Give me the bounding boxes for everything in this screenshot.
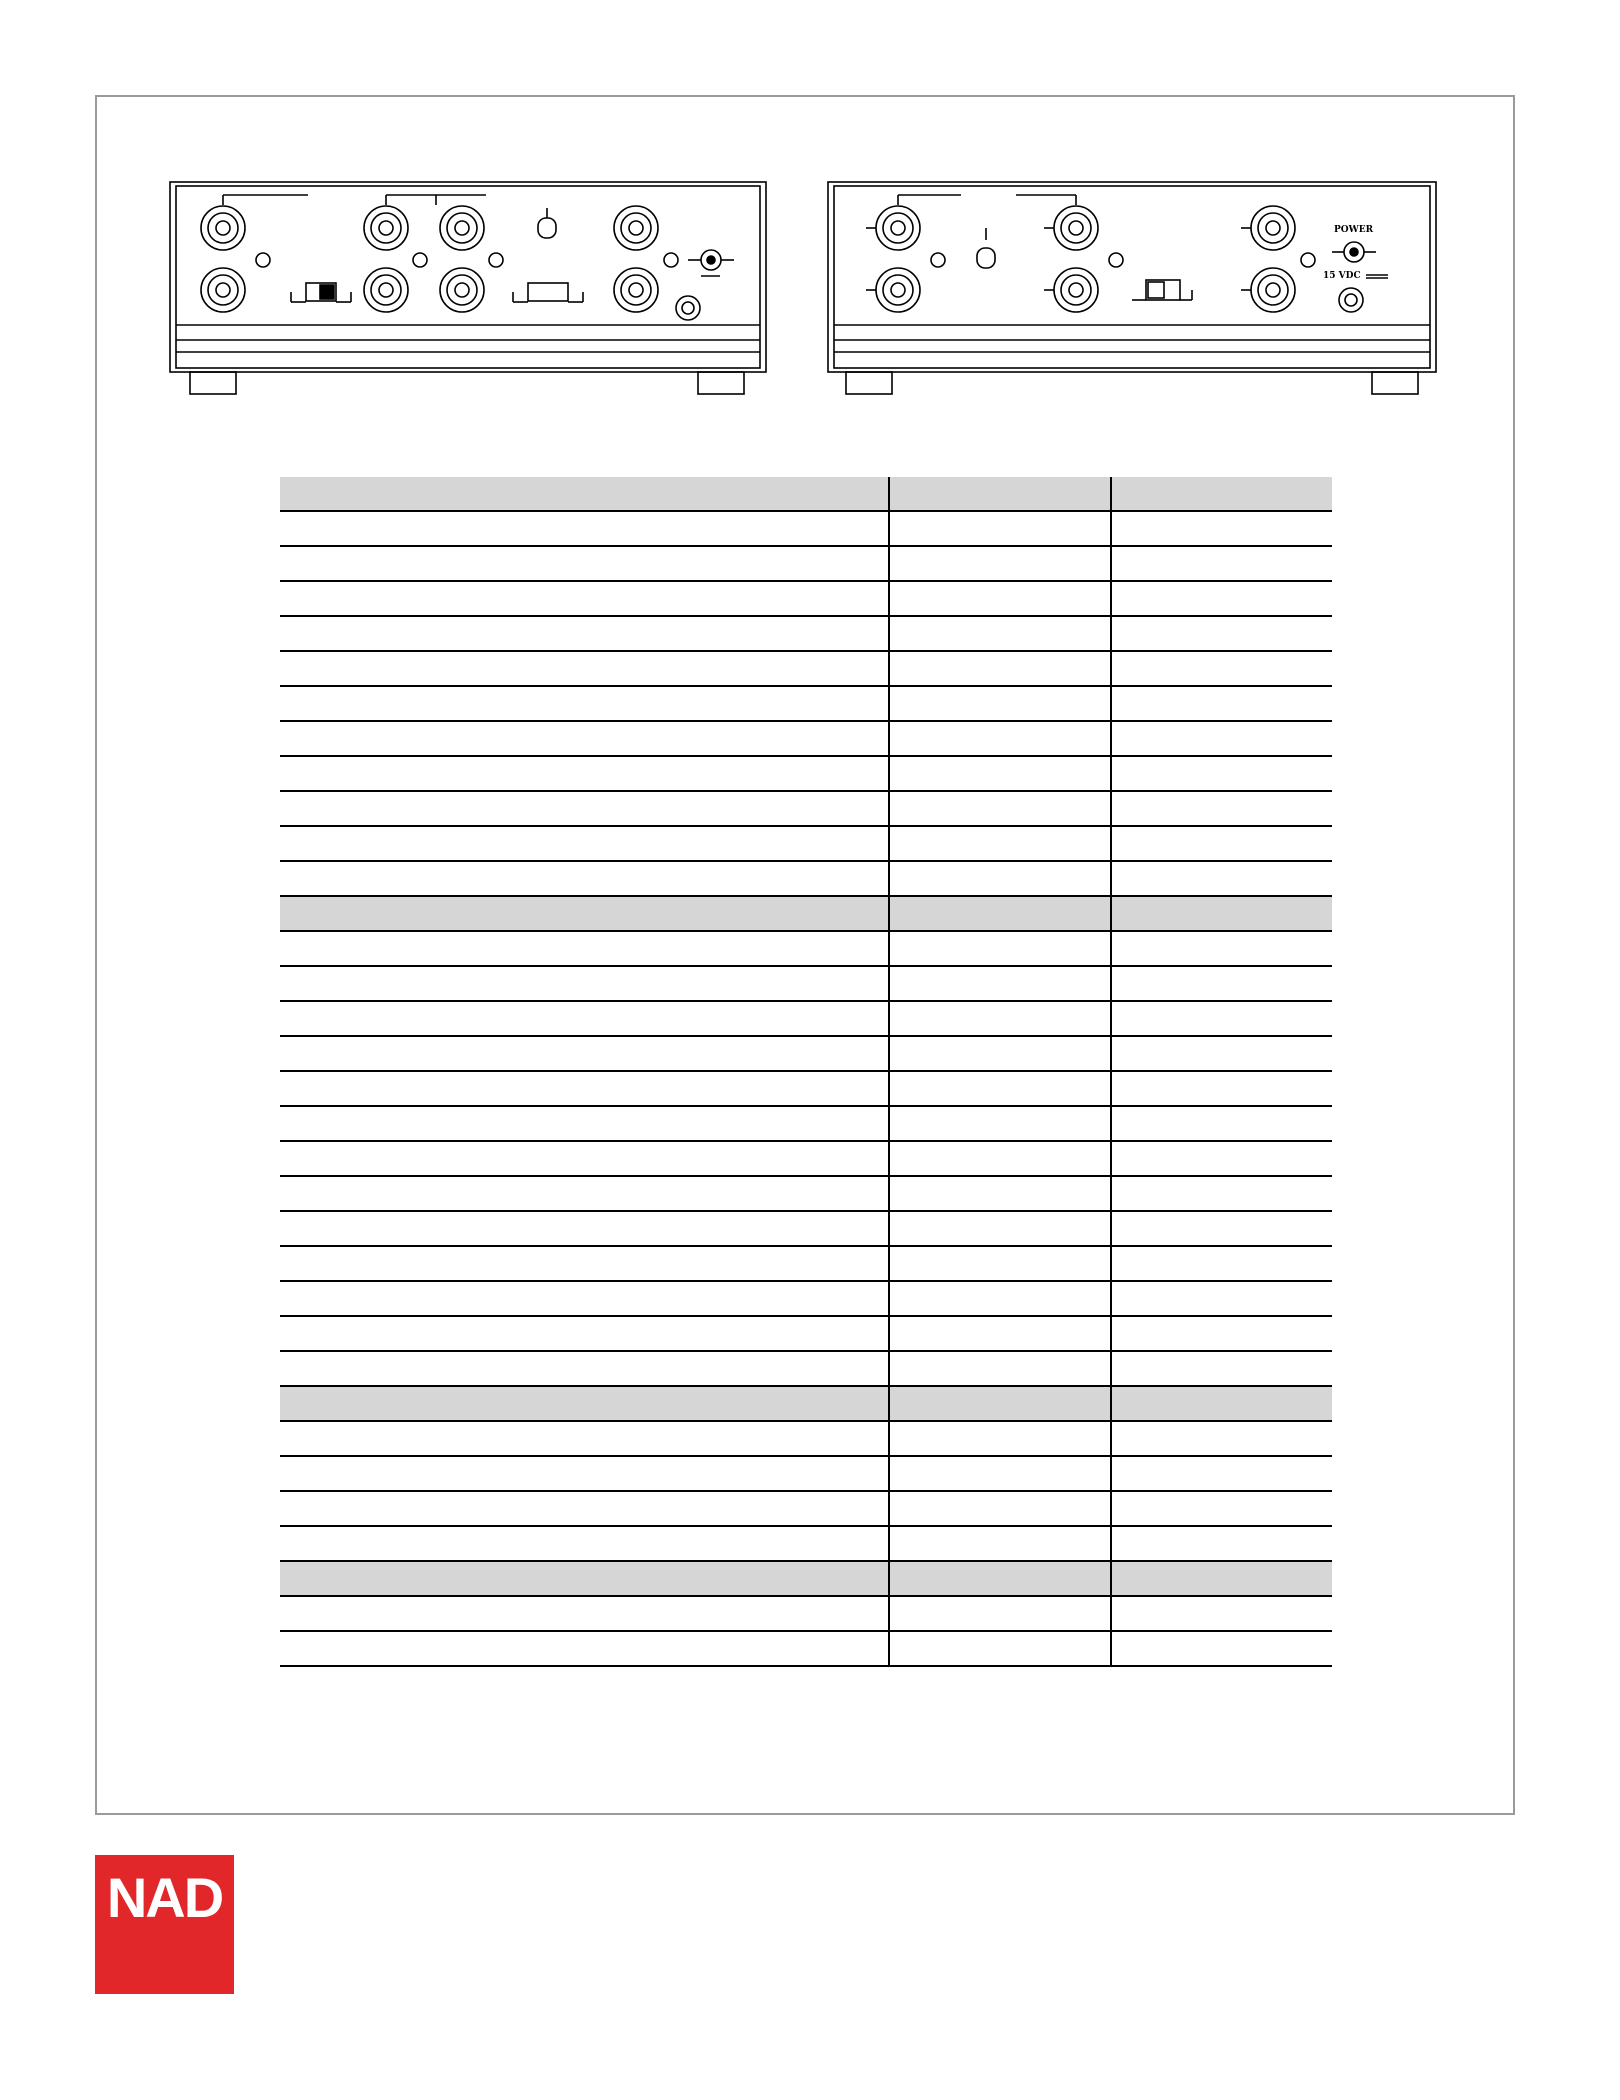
table-cell: [280, 1316, 889, 1351]
table-cell: [1111, 721, 1332, 756]
table-cell: [889, 1421, 1111, 1456]
table-row: [280, 1001, 1332, 1036]
table-cell: [280, 756, 889, 791]
table-cell: [889, 966, 1111, 1001]
table-cell: [889, 1491, 1111, 1526]
table-row: [280, 686, 1332, 721]
table-cell: [889, 1071, 1111, 1106]
table-cell: [280, 686, 889, 721]
table-cell: [1111, 581, 1332, 616]
table-cell: [1111, 1596, 1332, 1631]
table-cell: [280, 1456, 889, 1491]
table-cell: [280, 1421, 889, 1456]
table-row: [280, 1246, 1332, 1281]
table-cell: [1111, 1106, 1332, 1141]
table-cell: [280, 1246, 889, 1281]
table-cell: [1111, 1176, 1332, 1211]
table-cell: [1111, 546, 1332, 581]
table-cell: [889, 1596, 1111, 1631]
table-cell: [280, 721, 889, 756]
table-row: [280, 1526, 1332, 1561]
table-cell: [1111, 511, 1332, 546]
table-cell: [889, 477, 1111, 511]
table-row: [280, 826, 1332, 861]
table-cell: [889, 826, 1111, 861]
table-row: [280, 966, 1332, 1001]
table-row: [280, 1071, 1332, 1106]
voltage-label: 15 VDC: [1323, 271, 1361, 281]
table-cell: [889, 791, 1111, 826]
table-cell: [889, 861, 1111, 896]
table-cell: [889, 1631, 1111, 1666]
table-cell: [1111, 1526, 1332, 1561]
table-cell: [1111, 1316, 1332, 1351]
table-cell: [889, 686, 1111, 721]
nad-logo: [95, 1855, 234, 1994]
table-cell: [889, 1456, 1111, 1491]
table-cell: [1111, 826, 1332, 861]
table-row: [280, 1456, 1332, 1491]
table-row: [280, 1281, 1332, 1316]
table-cell: [889, 1561, 1111, 1596]
table-cell: [280, 477, 889, 511]
table-cell: [280, 1001, 889, 1036]
table-row: [280, 1351, 1332, 1386]
table-row: [280, 1211, 1332, 1246]
table-row: [280, 1106, 1332, 1141]
table-row: [280, 651, 1332, 686]
table-cell: [280, 1071, 889, 1106]
table-cell: [280, 1141, 889, 1176]
table-cell: [1111, 1561, 1332, 1596]
table-cell: [1111, 477, 1332, 511]
table-cell: [280, 1106, 889, 1141]
table-cell: [889, 1281, 1111, 1316]
table-cell: [1111, 931, 1332, 966]
table-row: [280, 721, 1332, 756]
table-row: [280, 756, 1332, 791]
table-cell: [889, 756, 1111, 791]
table-cell: [280, 546, 889, 581]
table-cell: [1111, 1491, 1332, 1526]
specifications-table: [280, 477, 1332, 1667]
table-row: [280, 1141, 1332, 1176]
table-cell: [280, 1211, 889, 1246]
table-cell: [1111, 1351, 1332, 1386]
table-cell: [1111, 616, 1332, 651]
rear-panel-right-illustration: [826, 180, 1438, 400]
table-cell: [280, 1176, 889, 1211]
table-cell: [280, 966, 889, 1001]
table-cell: [280, 616, 889, 651]
table-section-header: [280, 1386, 1332, 1421]
table-row: [280, 861, 1332, 896]
table-cell: [889, 1386, 1111, 1421]
table-cell: [889, 1036, 1111, 1071]
logo-text: NAD: [106, 1866, 223, 1929]
table-cell: [280, 651, 889, 686]
table-cell: [1111, 861, 1332, 896]
table-cell: [280, 1631, 889, 1666]
table-row: [280, 1421, 1332, 1456]
table-cell: [889, 1001, 1111, 1036]
specifications-table-body: [280, 477, 1332, 1666]
table-cell: [280, 1491, 889, 1526]
table-row: [280, 931, 1332, 966]
table-cell: [889, 896, 1111, 931]
table-cell: [280, 1561, 889, 1596]
table-cell: [889, 1211, 1111, 1246]
table-cell: [889, 1526, 1111, 1561]
table-cell: [1111, 896, 1332, 931]
table-row: [280, 1316, 1332, 1351]
table-cell: [280, 511, 889, 546]
table-cell: [1111, 1386, 1332, 1421]
table-row: [280, 581, 1332, 616]
table-cell: [889, 1351, 1111, 1386]
table-cell: [1111, 1421, 1332, 1456]
table-cell: [889, 721, 1111, 756]
table-cell: [889, 1106, 1111, 1141]
table-cell: [889, 1176, 1111, 1211]
table-row: [280, 1596, 1332, 1631]
table-row: [280, 546, 1332, 581]
table-cell: [280, 1281, 889, 1316]
table-cell: [889, 931, 1111, 966]
table-cell: [280, 1036, 889, 1071]
table-row: [280, 511, 1332, 546]
table-row: [280, 1036, 1332, 1071]
table-cell: [1111, 966, 1332, 1001]
table-cell: [1111, 651, 1332, 686]
table-row: [280, 1631, 1332, 1666]
table-cell: [280, 1351, 889, 1386]
table-row: [280, 616, 1332, 651]
table-section-header: [280, 1561, 1332, 1596]
table-cell: [1111, 1071, 1332, 1106]
table-cell: [1111, 1281, 1332, 1316]
table-cell: [1111, 1001, 1332, 1036]
table-cell: [280, 581, 889, 616]
table-cell: [889, 511, 1111, 546]
table-cell: [1111, 791, 1332, 826]
table-row: [280, 791, 1332, 826]
table-section-header: [280, 896, 1332, 931]
table-cell: [889, 651, 1111, 686]
table-cell: [1111, 1141, 1332, 1176]
table-cell: [280, 896, 889, 931]
table-cell: [1111, 686, 1332, 721]
table-cell: [280, 931, 889, 966]
power-label: POWER: [1334, 225, 1374, 235]
table-cell: [280, 791, 889, 826]
table-cell: [1111, 756, 1332, 791]
table-cell: [1111, 1631, 1332, 1666]
table-row: [280, 1176, 1332, 1211]
table-cell: [280, 1386, 889, 1421]
table-cell: [1111, 1246, 1332, 1281]
table-cell: [280, 1596, 889, 1631]
table-cell: [889, 616, 1111, 651]
table-cell: [889, 546, 1111, 581]
table-cell: [280, 826, 889, 861]
rear-panel-left-illustration: [168, 180, 768, 400]
table-cell: [889, 1246, 1111, 1281]
table-cell: [889, 1316, 1111, 1351]
table-section-header: [280, 477, 1332, 511]
table-cell: [280, 1526, 889, 1561]
table-cell: [1111, 1456, 1332, 1491]
table-cell: [1111, 1211, 1332, 1246]
table-cell: [1111, 1036, 1332, 1071]
table-row: [280, 1491, 1332, 1526]
table-cell: [889, 1141, 1111, 1176]
table-cell: [280, 861, 889, 896]
table-cell: [889, 581, 1111, 616]
